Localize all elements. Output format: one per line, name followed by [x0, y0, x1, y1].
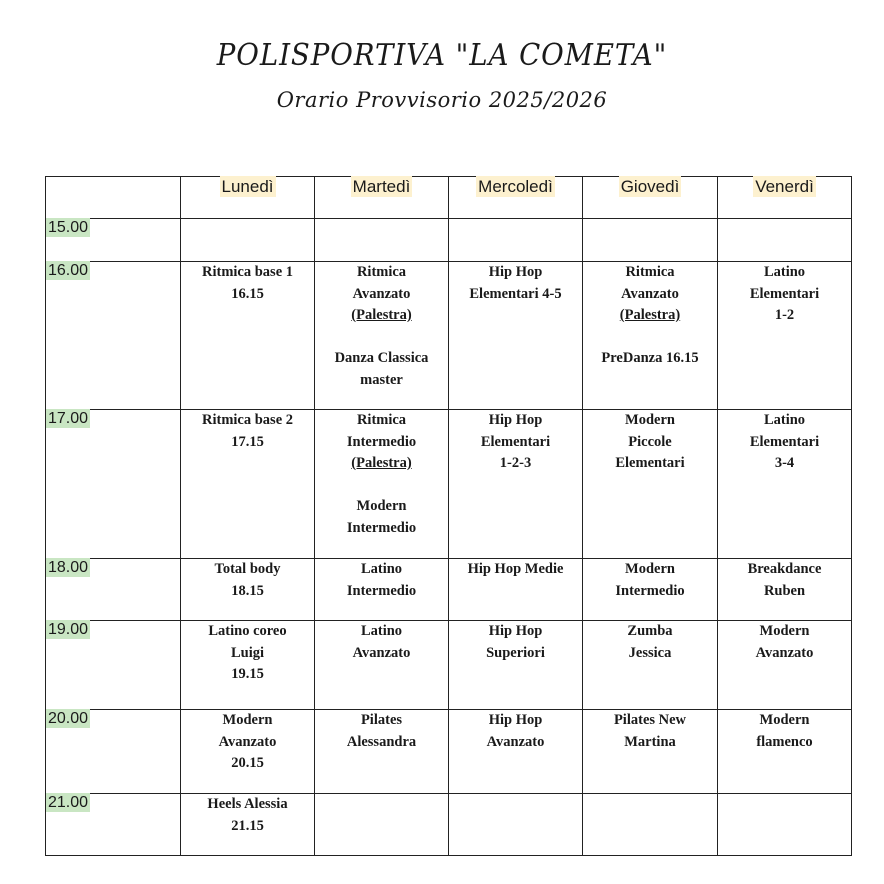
class-line: Elementari: [615, 455, 685, 471]
class-line: (Palestra): [351, 455, 412, 471]
class-cell: [181, 621, 315, 710]
class-line: Total body: [214, 561, 281, 577]
class-line: Elementari: [749, 285, 820, 302]
time-cell: [46, 262, 181, 410]
day-header: [718, 177, 852, 219]
class-line: Modern: [759, 623, 810, 639]
time-row: [46, 219, 852, 262]
time-cell: [46, 621, 181, 710]
class-line: Avanzato: [352, 644, 411, 661]
line-gap: [315, 327, 448, 349]
class-line: Latino: [360, 623, 403, 639]
class-line: Intermedio: [346, 582, 417, 599]
day-header: [315, 177, 449, 219]
time-cell: [46, 410, 181, 559]
class-cell: [583, 219, 718, 262]
class-cell: [583, 559, 718, 621]
class-line: Intermedio: [346, 433, 417, 450]
class-cell: [583, 410, 718, 559]
class-line: 21.15: [231, 817, 264, 834]
time-cell: [46, 219, 181, 262]
class-line: Ritmica base 1: [201, 264, 293, 280]
class-line: Modern: [222, 712, 273, 728]
class-line: Modern: [625, 561, 675, 577]
schedule-subtitle: Orario Provvisorio 2025/2026: [276, 88, 608, 112]
class-cell: [449, 262, 583, 410]
day-label: Lunedì: [221, 177, 274, 196]
class-cell: [315, 219, 449, 262]
class-line: Alessandra: [346, 733, 417, 750]
class-cell: [449, 219, 583, 262]
line-gap: [315, 475, 448, 497]
class-cell: [315, 794, 449, 856]
class-cell: [718, 559, 852, 621]
class-line: Hip Hop: [488, 712, 543, 728]
class-line: Latino coreo: [208, 623, 287, 639]
class-line: 1-2: [774, 307, 795, 323]
class-line: Zumba: [627, 623, 673, 639]
class-line: Danza Classica: [334, 350, 429, 366]
time-row: [46, 794, 852, 856]
class-line: 20.15: [231, 755, 264, 771]
class-line: Modern: [759, 712, 810, 728]
class-line: Intermedio: [346, 519, 417, 536]
day-label: Mercoledì: [478, 177, 553, 196]
class-cell: [718, 219, 852, 262]
class-line: Pilates New: [613, 712, 687, 728]
time-label: 19.00: [48, 621, 89, 638]
class-cell: [583, 621, 718, 710]
time-label: 20.00: [48, 710, 89, 727]
class-cell: [449, 794, 583, 856]
class-line: Ruben: [763, 582, 806, 599]
line-gap: [583, 327, 717, 349]
day-header: [181, 177, 315, 219]
class-line: Avanzato: [755, 644, 814, 661]
class-line: Hip Hop: [488, 412, 543, 428]
class-line: (Palestra): [619, 307, 681, 323]
class-line: Pilates: [360, 712, 403, 728]
class-cell: [718, 410, 852, 559]
class-cell: [449, 559, 583, 621]
class-line: Luigi: [230, 644, 265, 661]
class-line: 3-4: [774, 455, 795, 471]
day-header-row: [46, 177, 852, 219]
time-label: 17.00: [48, 410, 89, 427]
class-line: Latino: [763, 264, 806, 280]
class-line: Modern: [356, 498, 407, 514]
class-cell: [315, 410, 449, 559]
class-cell: [315, 559, 449, 621]
class-line: Elementari: [480, 433, 551, 450]
class-line: Intermedio: [615, 582, 685, 599]
day-header: [583, 177, 718, 219]
class-line: Latino: [763, 412, 806, 428]
time-label: 21.00: [48, 794, 89, 811]
class-cell: [449, 410, 583, 559]
class-cell: [449, 710, 583, 794]
class-cell: [315, 621, 449, 710]
class-line: Latino: [360, 561, 403, 577]
time-row: [46, 710, 852, 794]
time-cell: [46, 794, 181, 856]
class-cell: [181, 262, 315, 410]
class-line: Avanzato: [486, 733, 545, 750]
class-line: Jessica: [628, 644, 672, 661]
class-cell: [181, 219, 315, 262]
class-line: Ritmica base 2: [201, 412, 293, 428]
day-label: Giovedì: [620, 177, 680, 196]
class-line: 1-2-3: [499, 455, 532, 471]
schedule-title: POLISPORTIVA "LA COMETA": [216, 38, 668, 73]
class-line: PreDanza 16.15: [601, 350, 699, 366]
class-line: Hip Hop: [488, 264, 543, 280]
class-line: 17.15: [231, 433, 264, 450]
class-cell: [718, 794, 852, 856]
class-line: Breakdance: [747, 561, 822, 577]
class-line: Superiori: [486, 644, 545, 661]
day-label: Martedì: [352, 177, 411, 196]
day-header: [449, 177, 583, 219]
corner-cell: [46, 177, 181, 219]
class-cell: [181, 410, 315, 559]
class-line: (Palestra): [351, 307, 412, 323]
class-line: Avanzato: [218, 733, 277, 750]
class-line: 18.15: [231, 582, 264, 599]
class-line: Ritmica: [356, 264, 407, 280]
class-cell: [449, 621, 583, 710]
class-line: Ritmica: [356, 412, 407, 428]
class-line: flamenco: [756, 733, 813, 750]
class-cell: [583, 710, 718, 794]
class-cell: [181, 794, 315, 856]
class-cell: [181, 559, 315, 621]
class-line: Avanzato: [352, 285, 411, 302]
class-cell: [315, 710, 449, 794]
class-line: Elementari 4-5: [469, 285, 562, 302]
time-row: [46, 559, 852, 621]
class-line: Hip Hop: [488, 623, 543, 639]
time-cell: [46, 559, 181, 621]
class-line: Heels Alessia: [207, 796, 288, 812]
class-line: Ritmica: [625, 264, 675, 280]
class-line: 19.15: [231, 666, 264, 682]
class-line: master: [360, 371, 403, 388]
class-line: Hip Hop Medie: [467, 561, 564, 577]
class-line: Elementari: [749, 433, 820, 450]
class-cell: [583, 262, 718, 410]
class-cell: [718, 710, 852, 794]
class-cell: [718, 621, 852, 710]
class-cell: [583, 794, 718, 856]
day-label: Venerdì: [755, 177, 814, 196]
class-cell: [718, 262, 852, 410]
time-label: 16.00: [48, 262, 89, 279]
time-label: 15.00: [48, 219, 89, 236]
time-cell: [46, 710, 181, 794]
class-line: Piccole: [628, 433, 672, 450]
time-label: 18.00: [48, 559, 89, 576]
class-line: 16.15: [231, 285, 264, 302]
time-row: [46, 410, 852, 559]
time-row: [46, 621, 852, 710]
class-cell: [315, 262, 449, 410]
time-row: [46, 262, 852, 410]
class-line: Martina: [624, 733, 676, 750]
schedule-table: [45, 176, 852, 856]
class-cell: [181, 710, 315, 794]
class-line: Avanzato: [621, 285, 679, 302]
class-line: Modern: [625, 412, 675, 428]
